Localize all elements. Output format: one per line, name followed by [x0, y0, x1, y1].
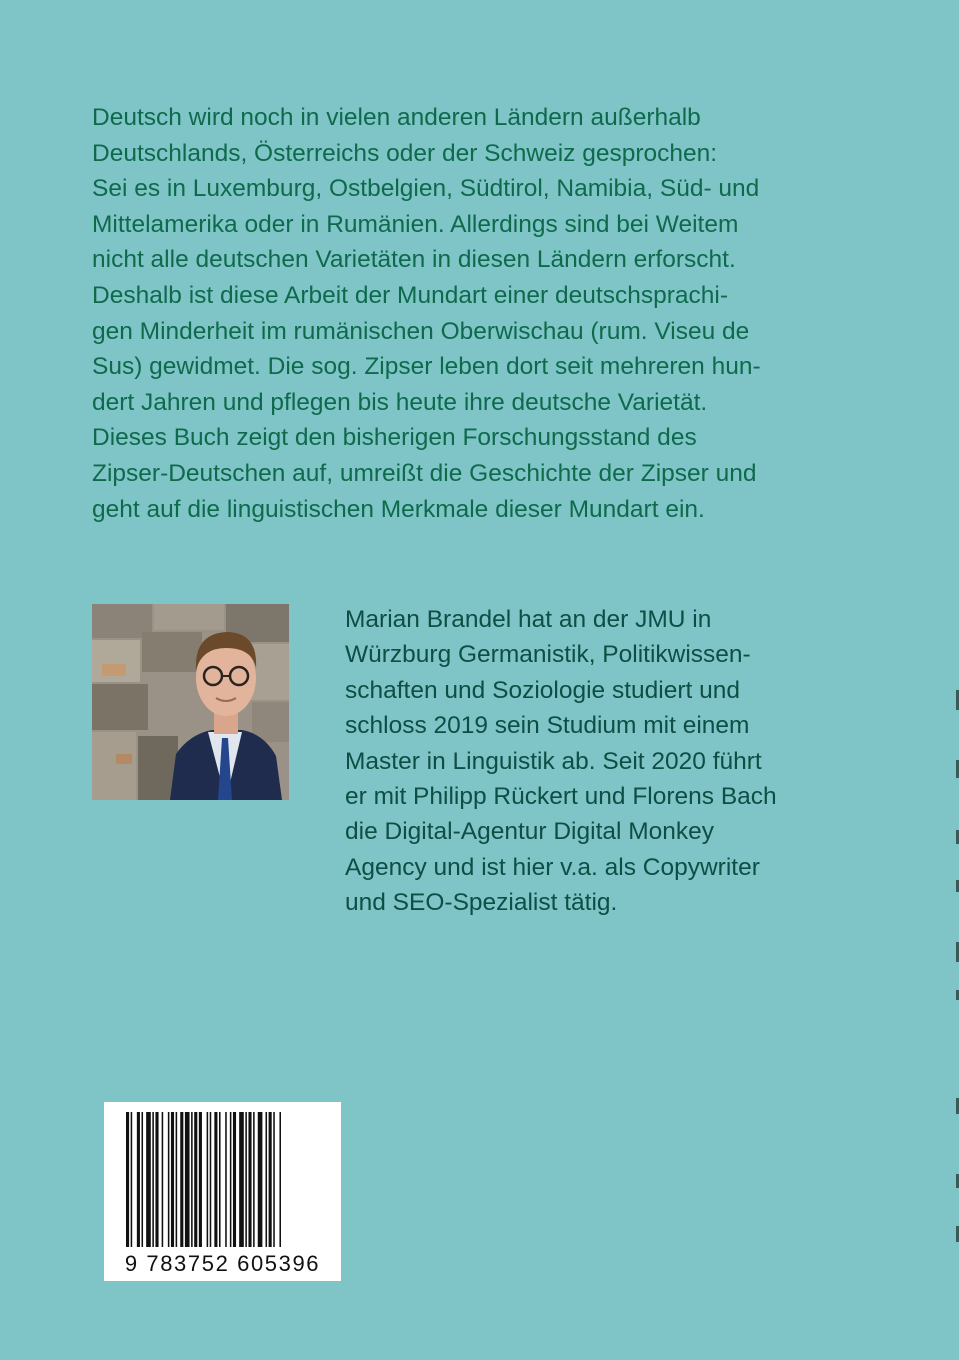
barcode-bar [230, 1112, 232, 1247]
barcode-bar [225, 1112, 227, 1247]
barcode-bar [142, 1112, 144, 1247]
barcode-bar [210, 1112, 212, 1247]
spine-edge-marks [955, 690, 959, 1250]
bio-line: schloss 2019 sein Studium mit einem [345, 712, 750, 740]
blurb-line: Sus) gewidmet. Die sog. Zipser leben dort seit mehreren hun- [92, 353, 761, 381]
barcode-bar [248, 1112, 251, 1247]
barcode-bar [171, 1112, 174, 1247]
barcode-bar [233, 1112, 236, 1247]
barcode-bar [162, 1112, 164, 1247]
author-bio [345, 602, 825, 921]
blurb-line: Zipser-Deutschen auf, umreißt die Geschichte der Zipser und [92, 459, 757, 487]
blurb-line: Dieses Buch zeigt den bisherigen Forschungsstand des [92, 424, 697, 452]
back-cover-blurb [92, 100, 812, 527]
blurb-line: geht auf die linguistischen Merkmale dieser Mundart ein. [92, 495, 705, 523]
blurb-line: dert Jahren und pflegen bis heute ihre deutsche Varietät. [92, 388, 708, 416]
barcode-bar [279, 1112, 281, 1247]
author-portrait-image [92, 604, 289, 800]
barcode-bar [191, 1112, 193, 1247]
bio-line: und SEO-Spezialist tätig. [345, 889, 618, 917]
blurb-line: gen Minderheit im rumänischen Oberwischau (rum. Viseu de [92, 317, 750, 345]
barcode-bar [207, 1112, 209, 1247]
bio-line: Würzburg Germanistik, Politikwissen- [345, 641, 751, 669]
barcode-bar [239, 1112, 244, 1247]
barcode-bar [269, 1112, 272, 1247]
blurb-line: nicht alle deutschen Varietäten in diesen Ländern erforscht. [92, 246, 736, 274]
bio-line: schaften und Soziologie studiert und [345, 676, 740, 704]
barcode-bar [137, 1112, 140, 1247]
barcode-bar [214, 1112, 217, 1247]
blurb-line: Deshalb ist diese Arbeit der Mundart einer deutschsprachi- [92, 281, 728, 309]
barcode-bar [152, 1112, 154, 1247]
barcode-bars [104, 1102, 341, 1252]
barcode-bar [199, 1112, 202, 1247]
blurb-line: Deutschlands, Österreichs oder der Schweiz gesprochen: [92, 139, 718, 167]
blurb-line: Sei es in Luxemburg, Ostbelgien, Südtirol, Namibia, Süd- und [92, 175, 760, 203]
isbn-barcode [104, 1102, 341, 1281]
barcode-bar [258, 1112, 263, 1247]
bio-line: die Digital-Agentur Digital Monkey [345, 818, 715, 846]
author-photo [92, 604, 289, 800]
barcode-bar [219, 1112, 221, 1247]
barcode-bar [176, 1112, 178, 1247]
barcode-bar [273, 1112, 275, 1247]
barcode-bar [155, 1112, 158, 1247]
blurb-line: Deutsch wird noch in vielen anderen Ländern außerhalb [92, 104, 701, 131]
bio-line: Marian Brandel hat an der JMU in [345, 606, 712, 633]
barcode-bar [194, 1112, 197, 1247]
isbn-number: 9 783752 605396 [124, 1251, 321, 1276]
bio-line: er mit Philipp Rückert und Florens Bach [345, 783, 777, 811]
barcode-bar [180, 1112, 183, 1247]
barcode-bar [253, 1112, 255, 1247]
barcode-bar [245, 1112, 247, 1247]
barcode-bar [126, 1112, 129, 1247]
blurb-line: Mittelamerika oder in Rumänien. Allerdings sind bei Weitem [92, 210, 739, 238]
bio-line: Agency und ist hier v.a. als Copywriter [345, 853, 760, 881]
barcode-bar [185, 1112, 190, 1247]
barcode-bar [146, 1112, 151, 1247]
barcode-bar [131, 1112, 133, 1247]
bio-line: Master in Linguistik ab. Seit 2020 führt [345, 747, 762, 775]
barcode-bar [168, 1112, 170, 1247]
barcode-bar [266, 1112, 268, 1247]
